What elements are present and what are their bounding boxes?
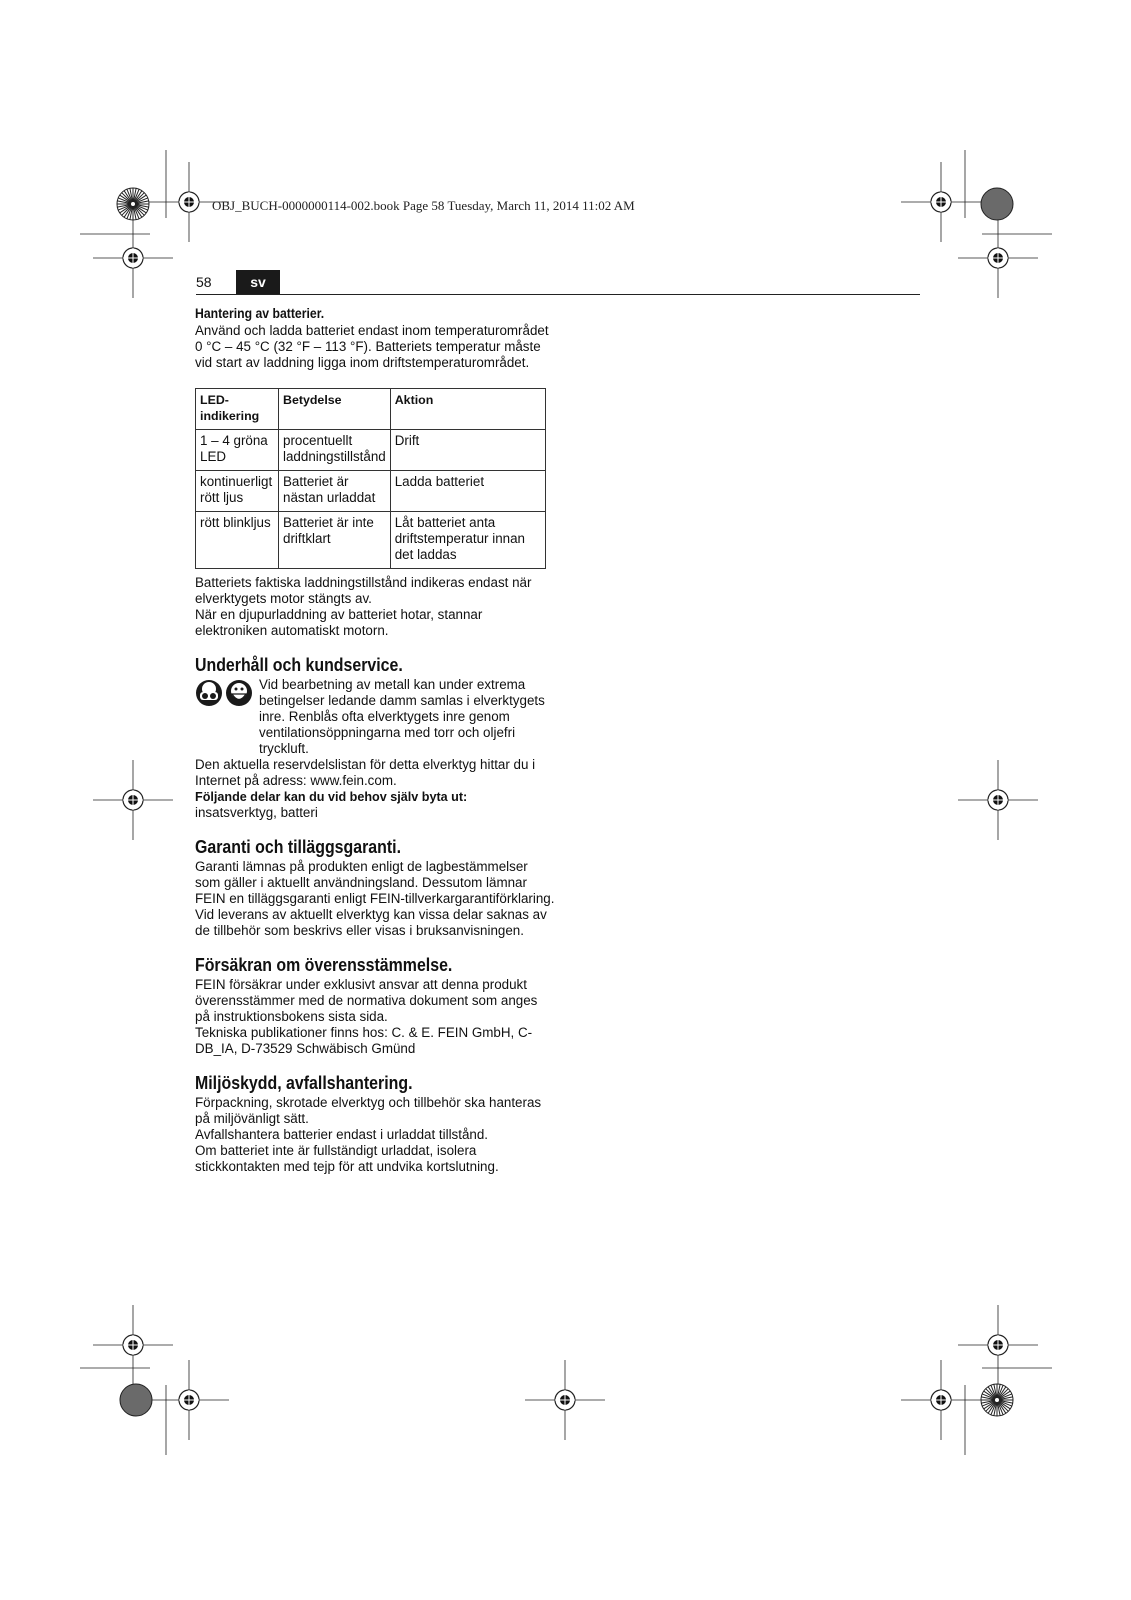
- environment-paragraph-2: Avfallshantera batterier endast i urladdat tillstånd.: [195, 1127, 489, 1142]
- dust-mask-icon: [226, 680, 252, 706]
- table-header: Betydelse: [279, 389, 391, 430]
- maintenance-warning: [195, 677, 555, 757]
- replaceable-parts-heading: Följande delar kan du vid behov själv byta ut:: [195, 790, 468, 804]
- table-cell: rött blinkljus: [196, 512, 279, 569]
- environment-paragraph-3: Om batteriet inte är fullständigt urladdat, isolera stickkontakten med tejp för att undvika kortslutning.: [195, 1143, 499, 1174]
- table-row: [196, 512, 546, 569]
- safety-goggles-icon: [196, 680, 222, 706]
- language-tab: sv: [236, 270, 280, 294]
- file-info-line: OBJ_BUCH-0000000114-002.book Page 58 Tuesday, March 11, 2014 11:02 AM: [212, 198, 635, 213]
- warranty-paragraph-2: Vid leverans av aktuellt elverktyg kan vissa delar saknas av de tillbehör som beskrivs eller visas i bruksanvisningen.: [195, 907, 547, 938]
- charge-state-note: Batteriets faktiska laddningstillstånd indikeras endast när elverktygets motor stängts av.: [195, 575, 532, 606]
- table-cell: 1 – 4 gröna LED: [196, 430, 279, 471]
- led-table: [195, 388, 546, 569]
- table-cell: Låt batteriet anta driftstemperatur innan det laddas: [390, 512, 545, 569]
- table-header: Aktion: [390, 389, 545, 430]
- table-cell: Ladda batteriet: [390, 471, 545, 512]
- page-number: 58: [196, 274, 212, 290]
- metal-dust-warning-text: Vid bearbetning av metall kan under extrema betingelser ledande damm samlas i elverktygets inre. Renblås ofta elverktygets inre genom ventilationsöppningarna med torr och oljefri tryckluft.: [259, 677, 545, 756]
- batteries-title: Hantering av batterier.: [195, 306, 325, 321]
- table-cell: Batteriet är nästan urladdat: [279, 471, 391, 512]
- environment-paragraph-1: Förpackning, skrotade elverktyg och tillbehör ska hanteras på miljövänligt sätt.: [195, 1095, 542, 1126]
- spare-parts-info: Den aktuella reservdelslistan för detta elverktyg hittar du i Internet på adress: www.fein.com.: [195, 757, 536, 788]
- table-cell: procentuellt laddningstillstånd: [279, 430, 391, 471]
- table-row: [196, 471, 546, 512]
- replaceable-parts-list: insatsverktyg, batteri: [195, 805, 318, 820]
- conformity-paragraph-2: Tekniska publikationer finns hos: C. & E. FEIN GmbH, C-DB_IA, D-73529 Schwäbisch Gmünd: [195, 1025, 533, 1056]
- table-row: [196, 430, 546, 471]
- warranty-paragraph-1: Garanti lämnas på produkten enligt de lagbestämmelser som gäller i aktuellt användningsland. Dessutom lämnar FEIN en tilläggsgaranti enligt FEIN-tillverkargarantiförklaring.: [195, 859, 555, 906]
- maintenance-title: Underhåll och kundservice.: [195, 654, 403, 675]
- environment-title: Miljöskydd, avfallshantering.: [195, 1072, 413, 1093]
- main-column: [195, 306, 555, 1175]
- conformity-title: Försäkran om överensstämmelse.: [195, 954, 453, 975]
- deep-discharge-note: När en djupurladdning av batteriet hotar, stannar elektroniken automatiskt motorn.: [195, 607, 483, 638]
- table-header: LED-indikering: [196, 389, 279, 430]
- warranty-title: Garanti och tilläggsgaranti.: [195, 836, 401, 857]
- conformity-paragraph-1: FEIN försäkrar under exklusivt ansvar att denna produkt överensstämmer med de normativa dokument som anges på instruktionsbokens sista sida.: [195, 977, 538, 1024]
- table-cell: kontinuerligt rött ljus: [196, 471, 279, 512]
- table-header-row: [196, 389, 546, 430]
- batteries-paragraph: Använd och ladda batteriet endast inom temperaturområdet 0 °C – 45 °C (32 °F – 113 °F). Batteriets temperatur måste vid start av laddning ligga inom driftstemperaturområdet.: [195, 323, 549, 370]
- table-cell: Batteriet är inte driftklart: [279, 512, 391, 569]
- header-rule: [196, 294, 920, 295]
- table-cell: Drift: [390, 430, 545, 471]
